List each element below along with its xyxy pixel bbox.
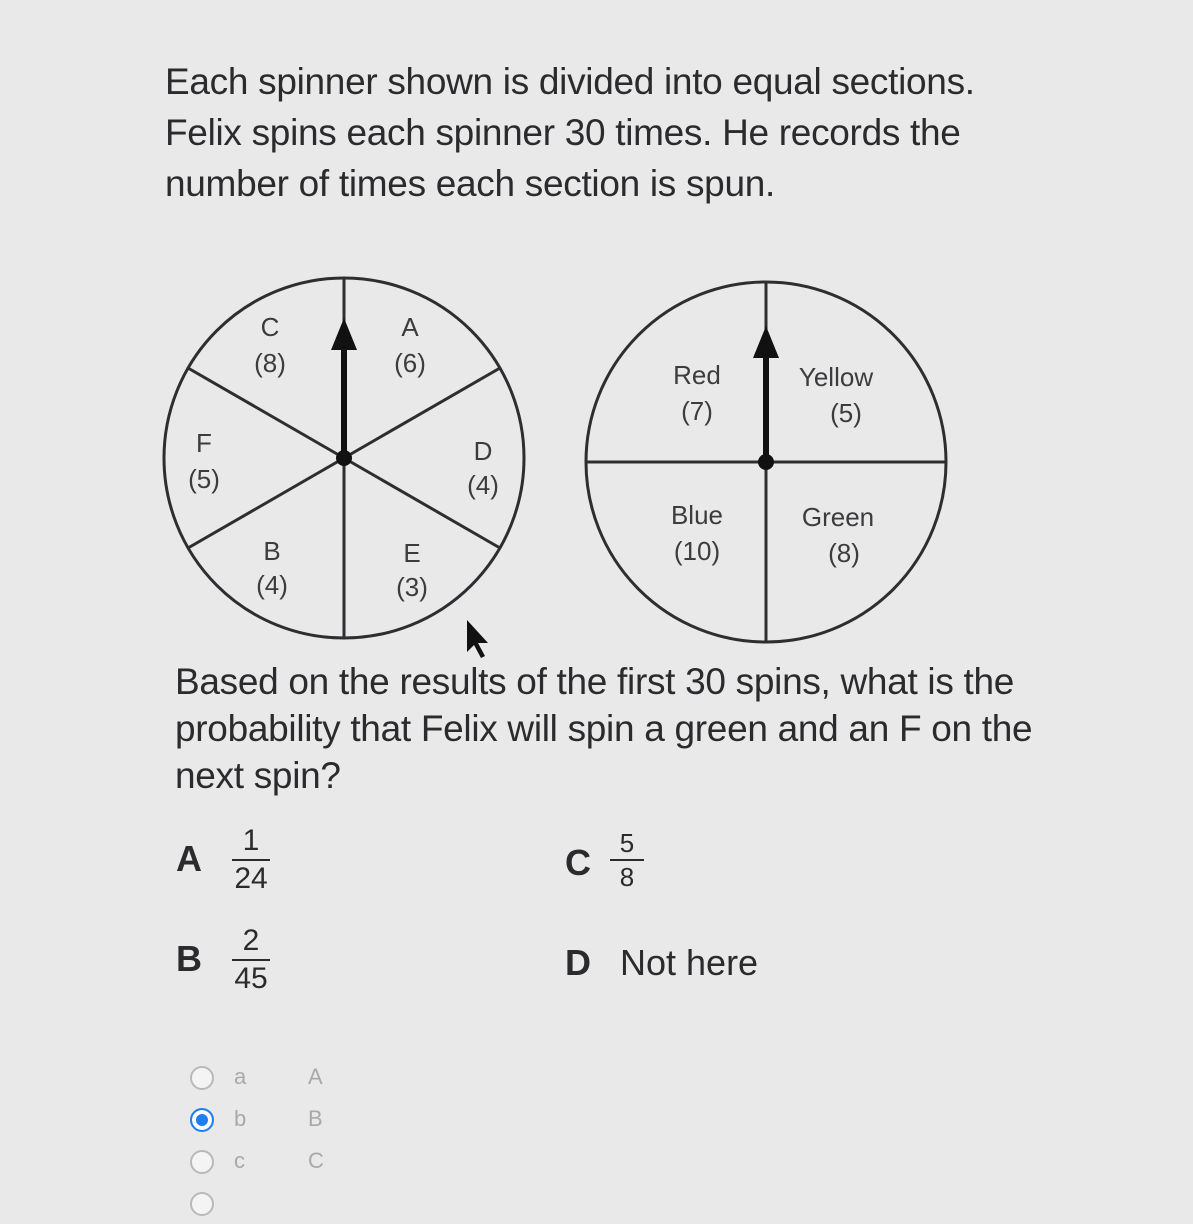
- radio-c[interactable]: [190, 1150, 214, 1174]
- section-a-count: (6): [394, 348, 426, 378]
- section-yellow-name: Yellow: [798, 362, 874, 392]
- choice-c-numerator: 5: [619, 828, 635, 858]
- choice-b-numerator: 2: [242, 924, 260, 957]
- choice-b-denominator: 45: [234, 962, 268, 995]
- section-red-count: (7): [681, 396, 713, 426]
- section-e-name: E: [403, 538, 421, 568]
- color-spinner-pivot: [758, 454, 774, 470]
- question-prompt: Based on the results of the first 30 spins, what is the probability that Felix will spin a green and an F on the next spin?: [175, 661, 1033, 796]
- section-blue-count: (10): [673, 536, 721, 566]
- choice-a-denominator: 24: [234, 862, 268, 895]
- choice-d-letter: D: [565, 942, 591, 983]
- fraction-bar: [610, 859, 644, 861]
- fraction-bar: [232, 859, 270, 861]
- section-d-name: D: [473, 436, 493, 466]
- section-b-count: (4): [256, 570, 288, 600]
- section-f-count: (5): [188, 464, 220, 494]
- choice-a-numerator: 1: [242, 824, 260, 857]
- choice-b-letter: B: [176, 938, 202, 979]
- section-c-count: (8): [254, 348, 286, 378]
- section-blue-name: Blue: [670, 500, 724, 530]
- radio-a-label: a: [234, 1064, 247, 1089]
- section-red-name: Red: [673, 360, 721, 390]
- section-green-count: (8): [828, 538, 860, 568]
- radio-c-alt: C: [308, 1148, 324, 1173]
- section-f-name: F: [196, 428, 212, 458]
- section-e-count: (3): [396, 572, 428, 602]
- letter-spinner: [164, 278, 524, 638]
- answer-option-c[interactable]: [190, 1146, 350, 1182]
- spinner-arrow-head: [331, 318, 357, 350]
- radio-d[interactable]: [190, 1192, 214, 1216]
- choice-b-fraction: [226, 926, 276, 994]
- fraction-bar: [232, 959, 270, 961]
- radio-b[interactable]: [190, 1108, 214, 1132]
- section-b-name: B: [263, 536, 281, 566]
- color-spinner: [586, 282, 946, 642]
- choice-c-fraction: [604, 830, 650, 890]
- section-yellow-count: (5): [830, 398, 862, 428]
- answer-option-d-partial[interactable]: [190, 1188, 350, 1224]
- choice-a-letter: A: [176, 838, 202, 879]
- question-intro: Each spinner shown is divided into equal sections. Felix spins each spinner 30 times. He records the number of times each section is spun.: [165, 61, 975, 204]
- section-a-name: A: [401, 312, 419, 342]
- section-d-count: (4): [467, 470, 499, 500]
- answer-option-b[interactable]: [190, 1104, 350, 1140]
- radio-b-label: b: [234, 1106, 247, 1131]
- choice-c-letter: C: [565, 842, 591, 883]
- color-spinner-arrow-head: [753, 326, 779, 358]
- answer-option-a[interactable]: [190, 1062, 350, 1098]
- section-green-name: Green: [801, 502, 875, 532]
- radio-a-alt: A: [308, 1064, 323, 1089]
- mouse-cursor-icon: [467, 620, 488, 658]
- choice-c-denominator: 8: [619, 862, 635, 892]
- radio-b-alt: B: [308, 1106, 323, 1131]
- radio-c-label: c: [234, 1148, 245, 1173]
- section-c-name: C: [260, 312, 280, 342]
- choice-d-text: Not here: [620, 942, 759, 983]
- choice-a-fraction: [226, 826, 276, 894]
- spinner-pivot: [336, 450, 352, 466]
- radio-a[interactable]: [190, 1066, 214, 1090]
